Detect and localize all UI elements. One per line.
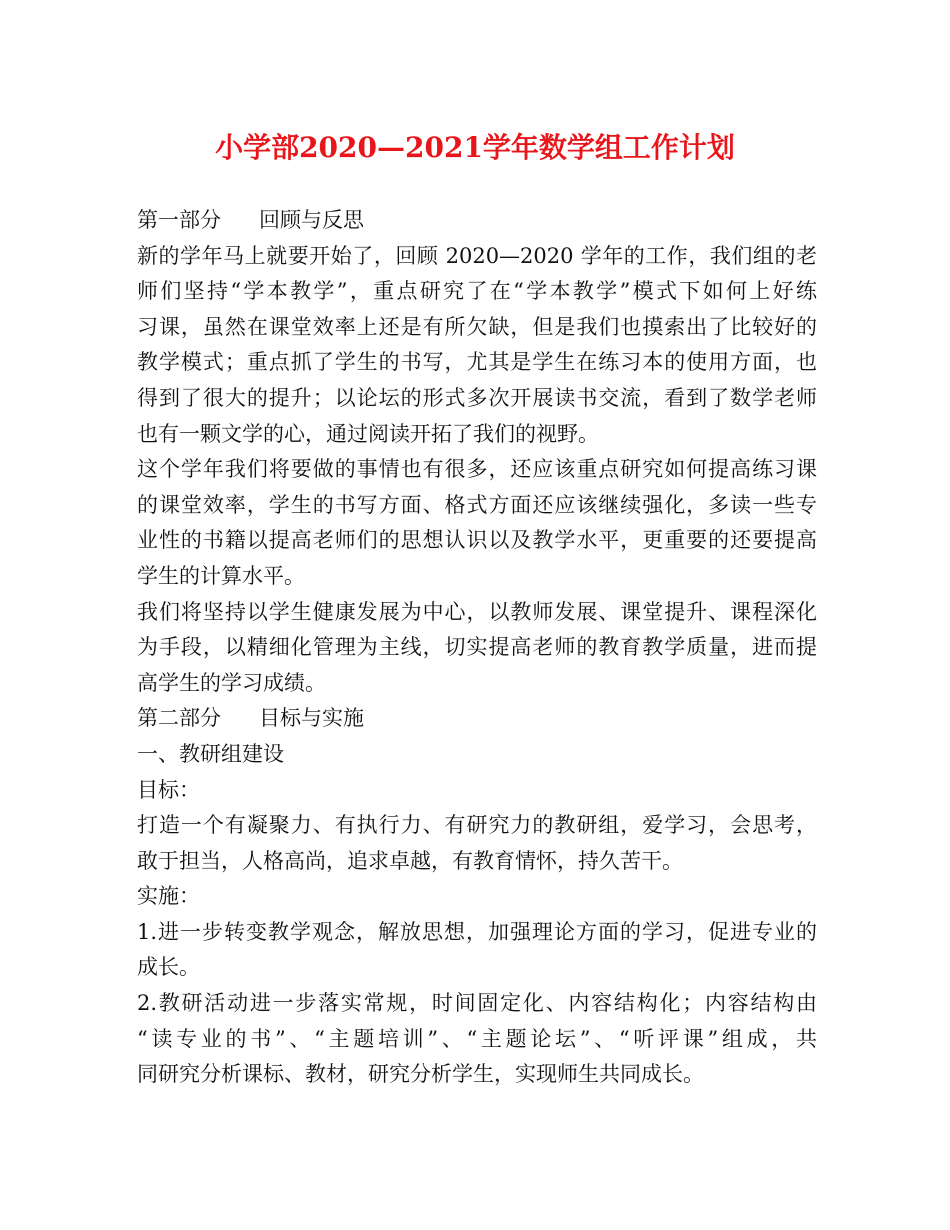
list-item-line: 同研究分析课标、教材，研究分析学生，实现师生共同成长。 — [137, 1062, 704, 1087]
part1-number: 第一部分 — [137, 208, 221, 232]
part2-heading — [137, 701, 817, 737]
paragraph-line: 学生的计算水平。 — [137, 563, 305, 588]
paragraph-line: 习课，虽然在课堂效率上还是有所欠缺，但是我们也摸索出了比较好的 — [137, 314, 817, 339]
paragraph-line: 也有一颗文学的心，通过阅读开拓了我们的视野。 — [137, 421, 599, 446]
paragraph-line: 打造一个有凝聚力、有执行力、有研究力的教研组，爱学习，会思考， — [137, 813, 817, 838]
paragraph-line: 为手段，以精细化管理为主线，切实提高老师的教育教学质量，进而提 — [137, 635, 817, 660]
paragraph-line: 这个学年我们将要做的事情也有很多，还应该重点研究如何提高练习课 — [137, 457, 817, 482]
part1-title: 回顾与反思 — [259, 208, 364, 232]
part1-heading — [137, 203, 817, 239]
goal-label: 目标： — [137, 777, 200, 802]
paragraph-line: 业性的书籍以提高老师们的思想认识以及教学水平，更重要的还要提高 — [137, 528, 817, 553]
document-title: 小学部2020—2021学年数学组工作计划 — [215, 131, 735, 164]
part2-title: 目标与实施 — [259, 706, 364, 731]
implementation-label: 实施： — [137, 884, 200, 909]
paragraph-line: 师们坚持“学本教学”，重点研究了在“学本教学”模式下如何上好练 — [137, 279, 817, 304]
list-item-line: 成长。 — [137, 955, 200, 980]
paragraph-line: 敢于担当，人格高尚，追求卓越，有教育情怀，持久苦干。 — [137, 848, 683, 873]
section-heading: 一、教研组建设 — [137, 741, 284, 766]
paragraph-line: 教学模式；重点抓了学生的书写，尤其是学生在练习本的使用方面，也 — [137, 350, 817, 375]
paragraph-line: 我们将坚持以学生健康发展为中心，以教师发展、课堂提升、课程深化 — [137, 599, 817, 624]
document-body — [137, 203, 817, 1093]
list-item-line: 1.进一步转变教学观念，解放思想，加强理论方面的学习，促进专业的 — [137, 919, 817, 944]
list-item-line: “读专业的书”、“主题培训”、“主题论坛”、“听评课”组成，共 — [137, 1026, 817, 1051]
paragraph-line: 得到了很大的提升；以论坛的形式多次开展读书交流，看到了数学老师 — [137, 385, 817, 410]
list-item-line: 2.教研活动进一步落实常规，时间固定化、内容结构化；内容结构由 — [137, 991, 817, 1016]
paragraph-line: 新的学年马上就要开始了，回顾 2020—2020 学年的工作，我们组的老 — [137, 243, 817, 268]
paragraph-line: 高学生的学习成绩。 — [137, 670, 326, 695]
part2-number: 第二部分 — [137, 706, 221, 731]
paragraph-line: 的课堂效率，学生的书写方面、格式方面还应该继续强化，多读一些专 — [137, 492, 817, 517]
